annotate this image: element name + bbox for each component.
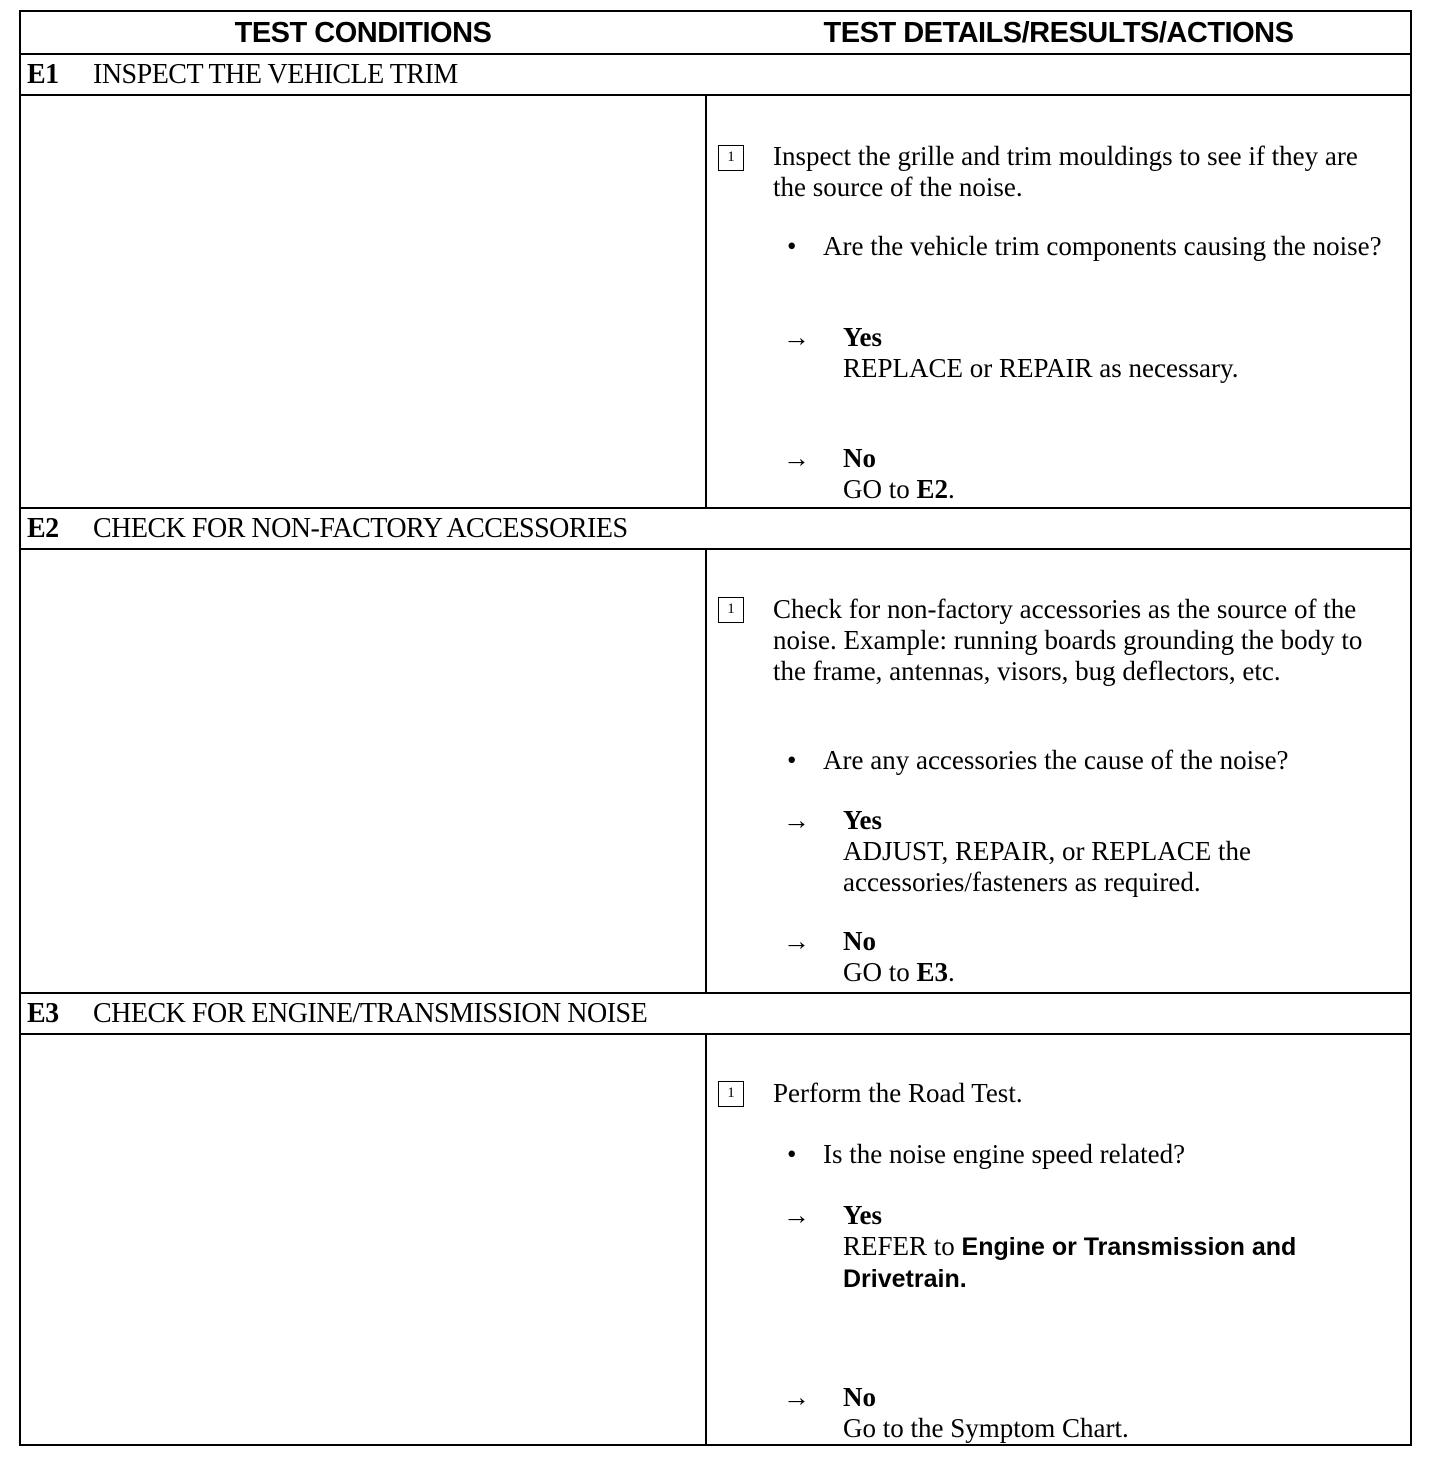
instruction-text: Perform the Road Test. — [773, 1078, 1023, 1108]
yes-action — [843, 805, 1390, 898]
yes-action — [843, 322, 1390, 384]
question-text: Are any accessories the cause of the noise? — [823, 745, 1289, 775]
no-action — [843, 443, 1390, 505]
step-number-box: 1 — [718, 145, 744, 171]
no-suffix: . — [948, 957, 955, 987]
step-title-text: CHECK FOR NON-FACTORY ACCESSORIES — [93, 513, 628, 544]
bullet-icon: • — [787, 1139, 797, 1169]
step-id: E1 — [27, 59, 59, 90]
no-action-text — [843, 474, 1390, 505]
step-body-e1 — [707, 96, 1410, 507]
arrow-right-icon: → — [783, 443, 810, 473]
step-id: E2 — [27, 513, 59, 544]
no-action-text: Go to the Symptom Chart. — [843, 1413, 1129, 1443]
step-title-e3 — [27, 995, 647, 1033]
yes-label: Yes — [843, 1200, 882, 1230]
arrow-right-icon: → — [783, 322, 810, 352]
yes-action — [843, 1200, 1390, 1295]
bullet-icon: • — [787, 231, 797, 261]
no-action — [843, 1382, 1390, 1444]
no-prefix: GO to — [843, 957, 917, 987]
step-title-text: CHECK FOR ENGINE/TRANSMISSION NOISE — [93, 998, 648, 1029]
yes-ref-link[interactable]: Engine or Transmission and Drivetrain. — [843, 1233, 1297, 1293]
arrow-right-icon: → — [783, 1382, 810, 1412]
no-action-text — [843, 957, 1390, 988]
no-action — [843, 926, 1390, 988]
no-label: No — [843, 443, 876, 473]
instruction-text: Check for non-factory accessories as the source of the noise. Example: running boards grounding the body to the frame, antennas, visors, bug deflectors, etc. — [773, 594, 1363, 686]
row-divider — [21, 507, 1410, 509]
step-number-box: 1 — [718, 597, 744, 623]
step-body-e2 — [707, 550, 1410, 992]
instruction-text: Inspect the grille and trim mouldings to see if they are the source of the noise. — [773, 141, 1358, 202]
row-divider — [21, 992, 1410, 994]
no-ref-link[interactable]: E3 — [916, 957, 949, 987]
yes-action-text — [843, 1231, 1390, 1295]
bullet-icon: • — [787, 745, 797, 775]
header-test-conditions: TEST CONDITIONS — [234, 17, 492, 49]
yes-action-text: REPLACE or REPAIR as necessary. — [843, 353, 1239, 383]
header-divider — [21, 53, 1410, 55]
step-number-box: 1 — [718, 1081, 744, 1107]
yes-prefix: REFER to — [843, 1231, 962, 1261]
step-title-e2 — [27, 510, 628, 548]
no-suffix: . — [948, 474, 955, 504]
diagnostic-table — [19, 10, 1412, 1446]
no-label: No — [843, 926, 876, 956]
arrow-right-icon: → — [783, 926, 810, 956]
no-prefix: GO to — [843, 474, 917, 504]
arrow-right-icon: → — [783, 1200, 810, 1230]
no-ref-link[interactable]: E2 — [916, 474, 949, 504]
step-title-text: INSPECT THE VEHICLE TRIM — [93, 59, 458, 90]
yes-label: Yes — [843, 805, 882, 835]
arrow-right-icon: → — [783, 805, 810, 835]
no-label: No — [843, 1382, 876, 1412]
step-id: E3 — [27, 998, 59, 1029]
step-body-e3 — [707, 1035, 1410, 1446]
step-title-e1 — [27, 56, 458, 94]
header-test-details: TEST DETAILS/RESULTS/ACTIONS — [823, 17, 1294, 49]
question-text: Is the noise engine speed related? — [823, 1139, 1186, 1169]
yes-label: Yes — [843, 322, 882, 352]
yes-action-text: ADJUST, REPAIR, or REPLACE the accessories/fasteners as required. — [843, 836, 1252, 897]
question-text: Are the vehicle trim components causing the noise? — [823, 231, 1382, 261]
